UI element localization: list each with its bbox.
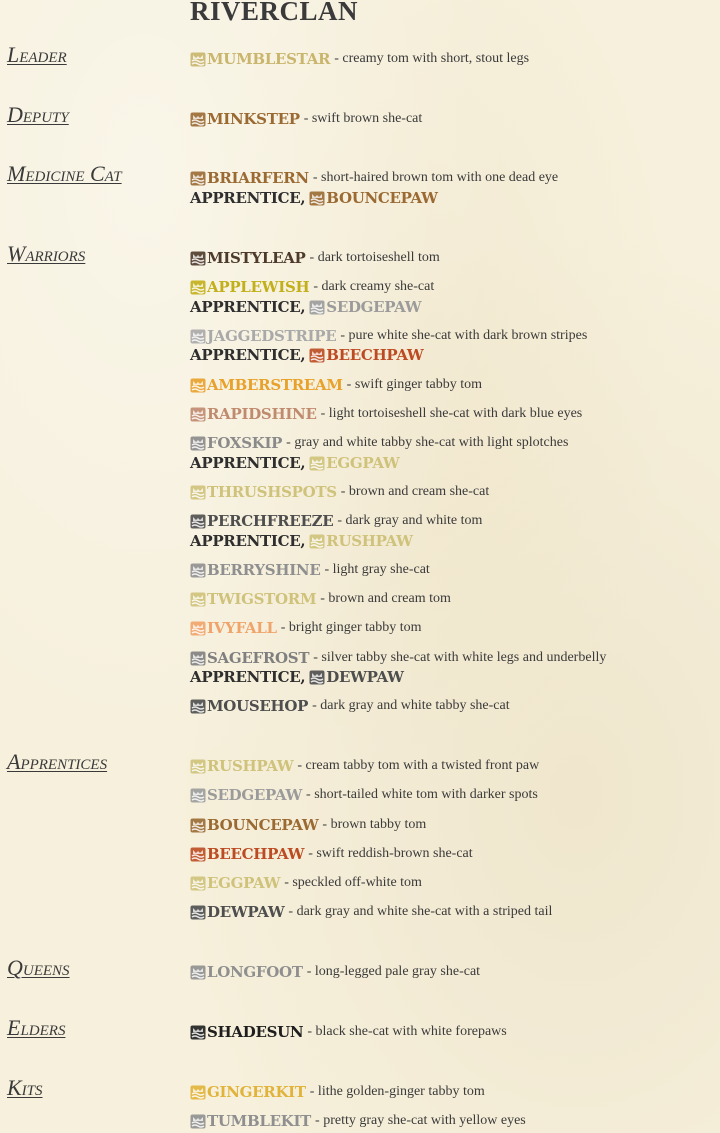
rank-elders: Elders <box>7 1015 66 1040</box>
apprentice-label: APPRENTICE, <box>190 189 306 207</box>
cat-entry <box>190 403 582 425</box>
clan-badge-icon <box>309 300 325 315</box>
cat-description: - brown tabby tom <box>322 817 427 832</box>
clan-badge-icon <box>309 191 325 206</box>
clan-badge-icon <box>190 965 206 980</box>
cat-entry <box>190 901 552 923</box>
rank-medicine-cat: Medicine Cat <box>7 161 122 186</box>
cat-description: - pure white she-cat with dark brown stripes <box>340 328 588 343</box>
clan-badge-icon <box>190 436 206 451</box>
cat-entry <box>190 1021 507 1043</box>
cat-name: RAPIDSHINE <box>207 405 317 423</box>
clan-badge-icon <box>190 759 206 774</box>
cat-description: - gray and white tabby she-cat with light splotches <box>286 435 569 450</box>
apprentice-label: APPRENTICE, <box>190 532 306 550</box>
cat-name: APPLEWISH <box>207 278 310 296</box>
cat-entry <box>190 872 422 894</box>
clan-badge-icon <box>190 1025 206 1040</box>
cat-entry <box>190 167 558 189</box>
cat-name: BEECHPAW <box>207 845 305 863</box>
cat-name: SEDGEPAW <box>326 298 422 316</box>
cat-entry <box>190 559 430 581</box>
cat-name: DEWPAW <box>326 668 404 686</box>
cat-entry <box>190 755 539 777</box>
cat-name: SHADESUN <box>207 1023 304 1041</box>
cat-name: LONGFOOT <box>207 963 303 981</box>
cat-name: THRUSHSPOTS <box>207 483 337 501</box>
cat-entry <box>190 108 422 130</box>
clan-badge-icon <box>190 818 206 833</box>
cat-name: MOUSEHOP <box>207 697 309 715</box>
rank-deputy: Deputy <box>7 102 69 127</box>
clan-badge-icon <box>190 788 206 803</box>
cat-name: BEECHPAW <box>326 346 424 364</box>
apprentice-label: APPRENTICE, <box>190 668 306 686</box>
clan-badge-icon <box>190 514 206 529</box>
cat-name: SEDGEPAW <box>207 786 303 804</box>
cat-name: EGGPAW <box>207 874 281 892</box>
cat-entry <box>190 695 510 717</box>
rank-queens: Queens <box>7 955 70 980</box>
cat-name: EGGPAW <box>326 454 400 472</box>
cat-description: - short-haired brown tom with one dead eye <box>312 170 559 185</box>
clan-badge-icon <box>309 534 325 549</box>
clan-badge-icon <box>190 876 206 891</box>
apprentice-line <box>190 296 421 318</box>
clan-badge-icon <box>190 485 206 500</box>
clan-badge-icon <box>190 251 206 266</box>
rank-warriors: Warriors <box>7 241 86 266</box>
cat-description: - silver tabby she-cat with white legs and underbelly <box>313 650 607 665</box>
cat-name: IVYFALL <box>207 619 277 637</box>
cat-name: BERRYSHINE <box>207 561 321 579</box>
cat-name: BRIARFERN <box>207 169 309 187</box>
cat-name: TUMBLEKIT <box>207 1112 312 1130</box>
clan-badge-icon <box>190 651 206 666</box>
apprentice-label: APPRENTICE, <box>190 298 306 316</box>
cat-entry <box>190 510 482 532</box>
cat-description: - swift reddish-brown she-cat <box>308 846 473 861</box>
cat-description: - dark gray and white she-cat with a striped tail <box>288 904 553 919</box>
cat-description: - swift ginger tabby tom <box>346 377 482 392</box>
cat-name: BOUNCEPAW <box>326 189 438 207</box>
cat-entry <box>190 432 568 454</box>
cat-description: - long-legged pale gray she-cat <box>306 964 481 979</box>
cat-description: - dark gray and white tom <box>337 513 483 528</box>
clan-badge-icon <box>190 905 206 920</box>
cat-name: TWIGSTORM <box>207 590 317 608</box>
cat-description: - light tortoiseshell she-cat with dark blue eyes <box>320 406 583 421</box>
cat-name: PERCHFREEZE <box>207 512 334 530</box>
cat-entry <box>190 961 480 983</box>
cat-name: DEWPAW <box>207 903 285 921</box>
cat-entry <box>190 784 538 806</box>
cat-name: FOXSKIP <box>207 434 283 452</box>
rank-kits: Kits <box>7 1075 43 1100</box>
apprentice-line <box>190 530 413 552</box>
apprentice-line <box>190 344 423 366</box>
cat-description: - dark gray and white tabby she-cat <box>312 698 510 713</box>
clan-badge-icon <box>190 52 206 67</box>
clan-badge-icon <box>190 847 206 862</box>
clan-badge-icon <box>309 456 325 471</box>
cat-description: - black she-cat with white forepaws <box>307 1024 507 1039</box>
apprentice-label: APPRENTICE, <box>190 346 306 364</box>
rank-apprentices: Apprentices <box>7 749 108 774</box>
cat-entry <box>190 48 529 70</box>
cat-name: MISTYLEAP <box>207 249 306 267</box>
cat-name: SAGEFROST <box>207 649 310 667</box>
cat-description: - pretty gray she-cat with yellow eyes <box>315 1113 526 1128</box>
clan-badge-icon <box>190 112 206 127</box>
cat-entry <box>190 814 426 836</box>
clan-badge-icon <box>190 407 206 422</box>
cat-name: GINGERKIT <box>207 1083 306 1101</box>
clan-badge-icon <box>190 621 206 636</box>
cat-description: - lithe golden-ginger tabby tom <box>309 1084 485 1099</box>
cat-name: BOUNCEPAW <box>207 816 319 834</box>
cat-description: - brown and cream tom <box>320 591 451 606</box>
cat-entry <box>190 374 482 396</box>
clan-title: RIVERCLAN <box>190 0 359 26</box>
rank-leader: Leader <box>7 42 67 67</box>
cat-description: - dark creamy she-cat <box>313 279 435 294</box>
apprentice-line <box>190 187 438 209</box>
clan-badge-icon <box>190 171 206 186</box>
cat-name: JAGGEDSTRIPE <box>207 327 337 345</box>
clan-badge-icon <box>190 699 206 714</box>
cat-description: - dark tortoiseshell tom <box>309 250 440 265</box>
clan-badge-icon <box>190 280 206 295</box>
clan-badge-icon <box>309 348 325 363</box>
apprentice-label: APPRENTICE, <box>190 454 306 472</box>
apprentice-line <box>190 666 404 688</box>
cat-name: RUSHPAW <box>207 757 294 775</box>
clan-badge-icon <box>190 1085 206 1100</box>
clan-badge-icon <box>190 1114 206 1129</box>
cat-description: - brown and cream she-cat <box>340 484 490 499</box>
cat-entry <box>190 1110 526 1132</box>
cat-entry <box>190 247 440 269</box>
cat-description: - cream tabby tom with a twisted front paw <box>297 758 540 773</box>
clan-badge-icon <box>309 670 325 685</box>
apprentice-line <box>190 452 399 474</box>
cat-entry <box>190 588 451 610</box>
cat-entry <box>190 276 434 298</box>
cat-entry <box>190 481 489 503</box>
cat-name: MUMBLESTAR <box>207 50 331 68</box>
cat-description: - short-tailed white tom with darker spots <box>306 787 538 802</box>
cat-name: RUSHPAW <box>326 532 413 550</box>
cat-entry <box>190 1081 485 1103</box>
cat-description: - light gray she-cat <box>324 562 430 577</box>
cat-entry <box>190 843 473 865</box>
clan-badge-icon <box>190 563 206 578</box>
clan-badge-icon <box>190 378 206 393</box>
cat-description: - swift brown she-cat <box>303 111 423 126</box>
cat-entry <box>190 617 422 639</box>
cat-description: - creamy tom with short, stout legs <box>334 51 530 66</box>
cat-description: - bright ginger tabby tom <box>280 620 422 635</box>
cat-name: MINKSTEP <box>207 110 300 128</box>
cat-description: - speckled off-white tom <box>284 875 422 890</box>
cat-name: AMBERSTREAM <box>207 376 343 394</box>
clan-badge-icon <box>190 329 206 344</box>
clan-badge-icon <box>190 592 206 607</box>
